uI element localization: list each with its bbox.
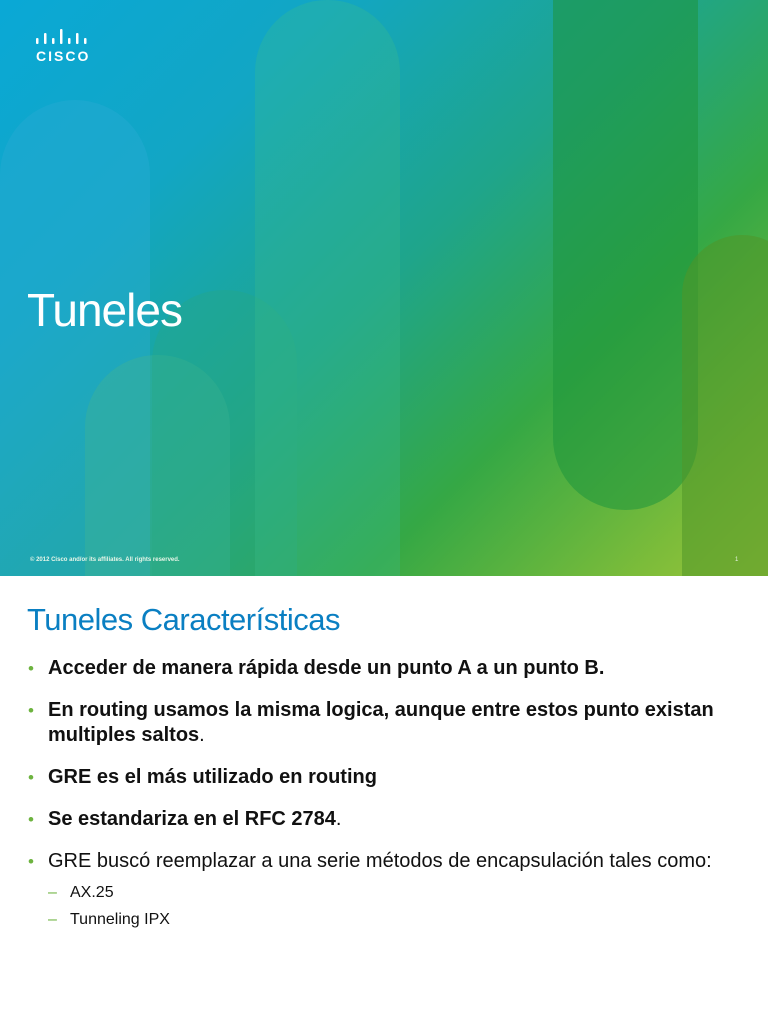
bullet-normal-text: . [199,724,205,746]
bullet-item [28,698,728,748]
bullet-dot-icon: • [28,659,34,678]
bullet-dot-icon: • [28,701,34,720]
decor-pill [255,0,400,576]
sub-dash-icon: – [48,884,57,901]
bullet-dot-icon: • [28,852,34,871]
page-number: 1 [735,557,739,563]
sub-item [28,882,728,903]
bullet-bold-text: Se estandariza en el RFC 2784 [48,808,336,830]
slide-title: Tuneles [27,284,182,336]
decor-pill [553,0,698,510]
sub-item-text: Tunneling IPX [70,911,170,928]
bullet-dot-icon: • [28,810,34,829]
bullet-normal-text: GRE buscó reemplazar a una serie métodos de encapsulación tales como: [48,850,712,872]
bullet-bold-text: Acceder de manera rápida desde un punto A a un punto B. [48,657,605,679]
cisco-logo-text: CISCO [36,48,91,64]
bullet-item [28,656,728,681]
content-slide-title: Tuneles Características [27,602,340,637]
bullet-bold-text: GRE es el más utilizado en routing [48,766,377,788]
content-slide [0,576,768,1024]
sub-dash-icon: – [48,911,57,928]
decor-pill [682,235,768,576]
bullet-dot-icon: • [28,768,34,787]
bullet-list [28,656,728,936]
bullet-item [28,765,728,790]
bullet-normal-text: . [335,808,342,830]
sub-item-text: AX.25 [70,884,114,901]
sub-item [28,909,728,930]
bullet-item [28,849,728,874]
bullet-item [28,807,728,832]
bullet-bold-text: En routing usamos la misma logica, aunque entre estos punto existan multiples saltos [48,699,714,746]
copyright-notice: © 2012 Cisco and/or its affiliates. All rights reserved. [30,557,180,563]
